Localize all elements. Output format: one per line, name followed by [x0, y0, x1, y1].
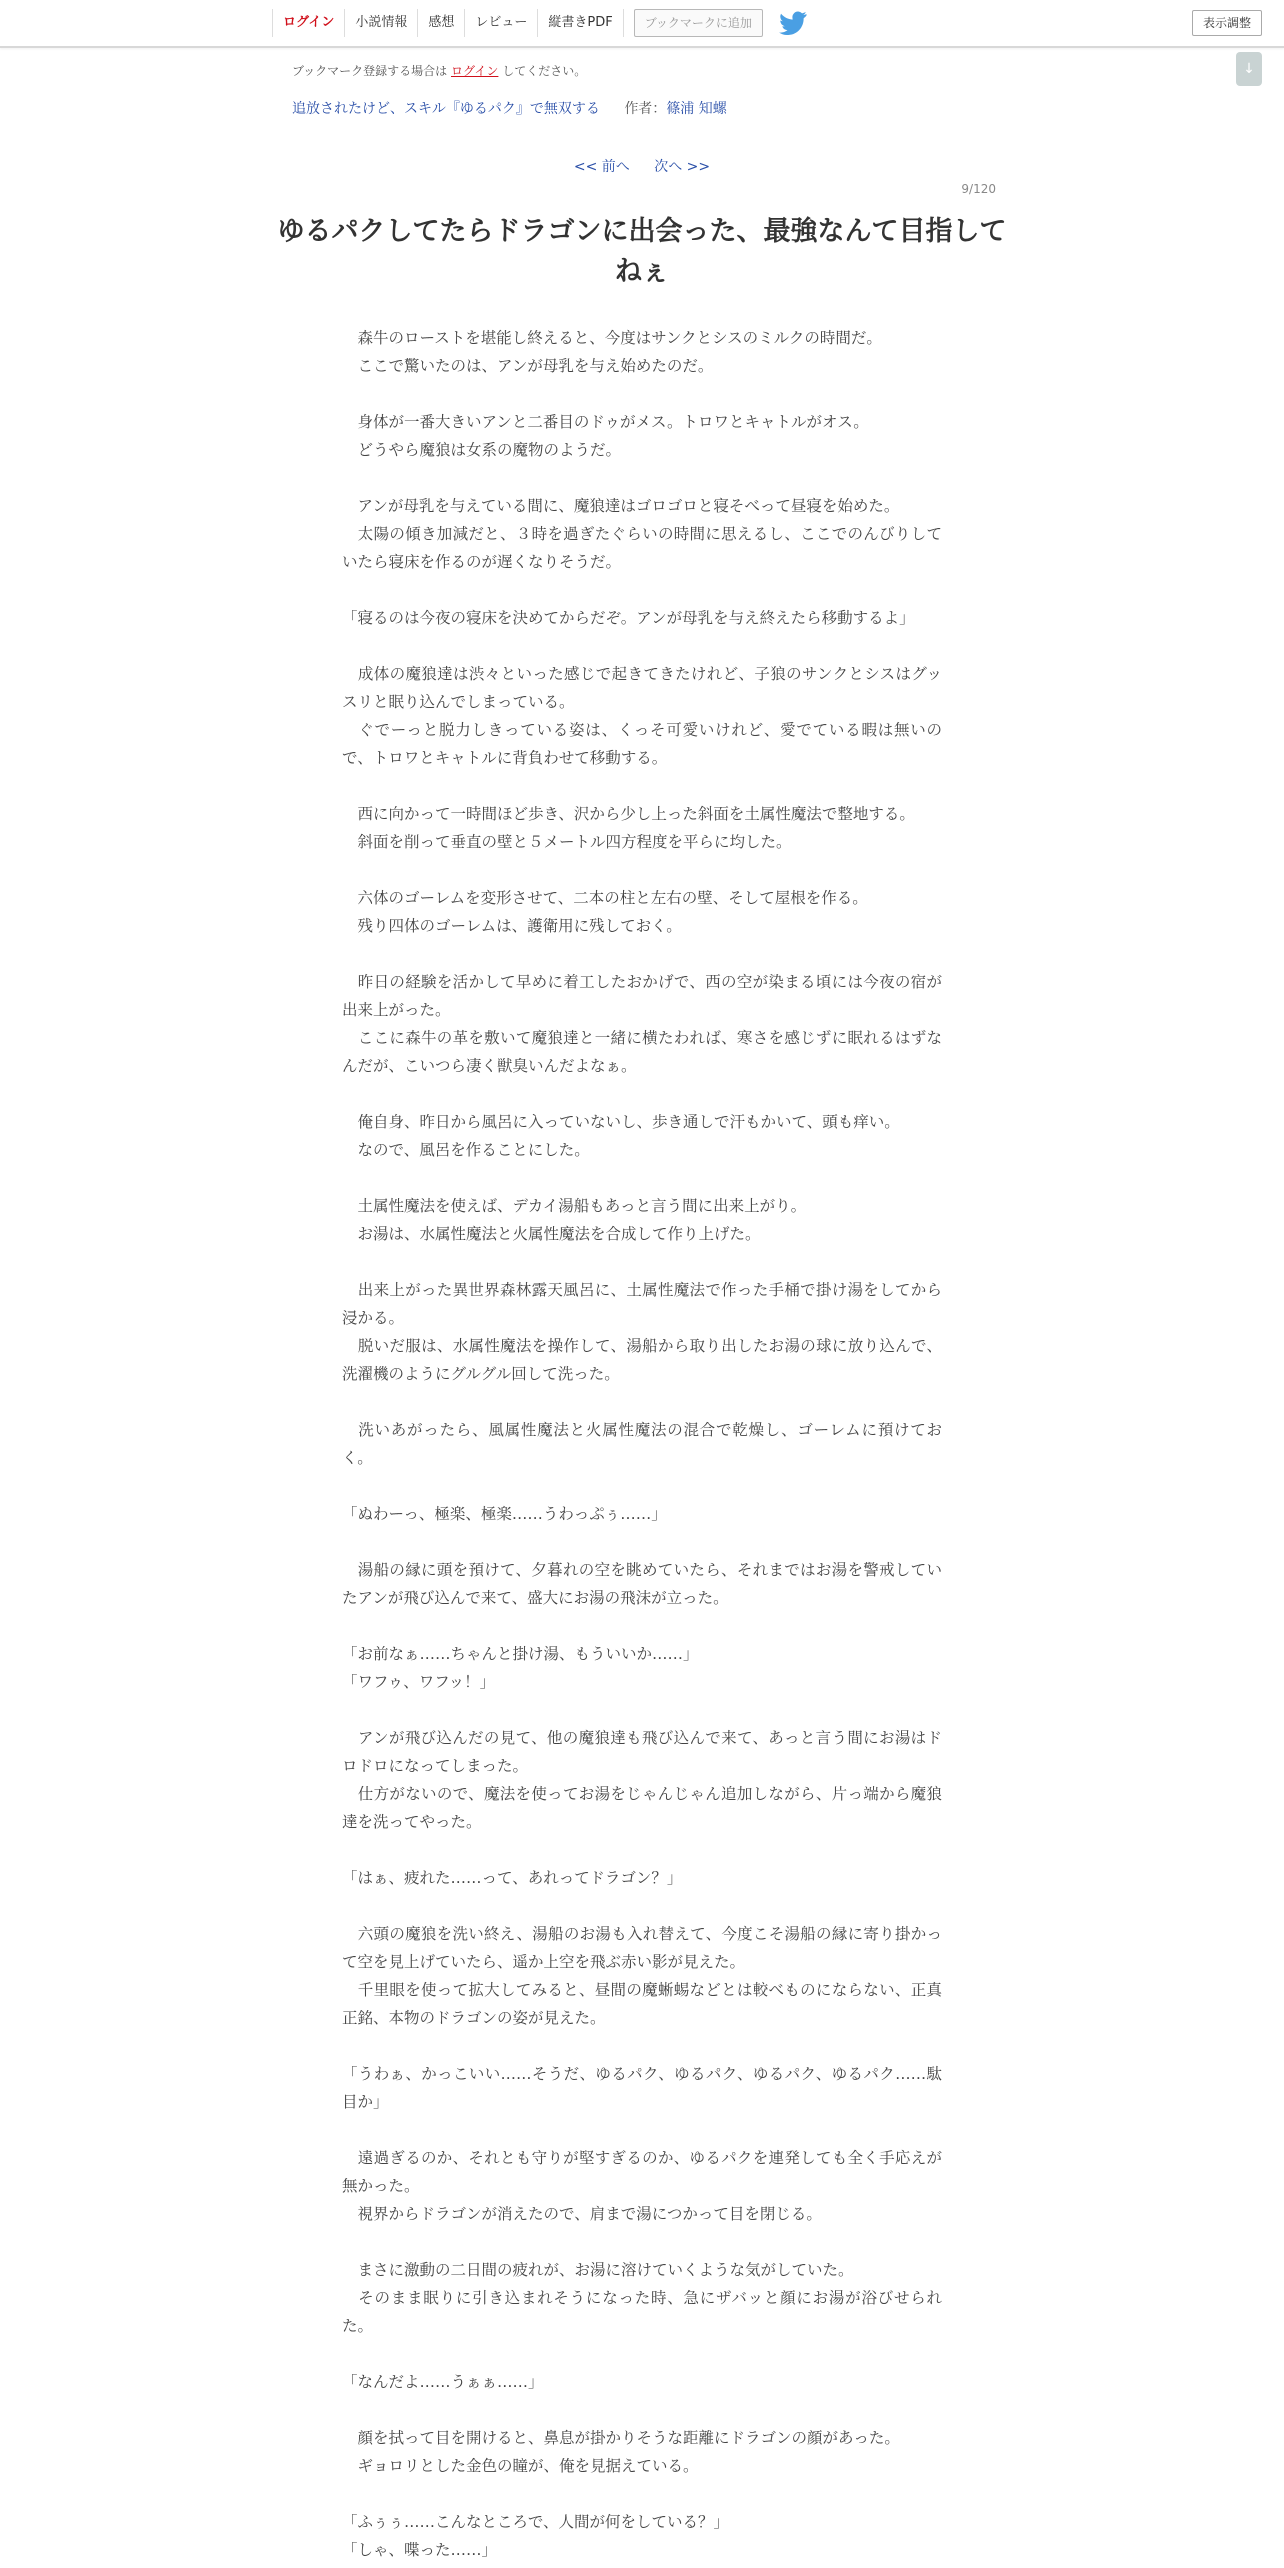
chapter-number: 9/120	[961, 182, 996, 196]
body-paragraph: 昨日の経験を活かして早めに着工したおかげで、西の空が染まる頃には今夜の宿が出来上がった。	[342, 973, 942, 1019]
body-paragraph: 湯船の縁に頭を預けて、夕暮れの空を眺めていたら、それまではお湯を警戒していたアンが飛び込んで来て、盛大にお湯の飛沫が立った。	[342, 1561, 942, 1607]
author-label: 作者：	[624, 101, 667, 117]
chapter-pager-top	[0, 156, 1284, 176]
blank-line	[342, 2116, 942, 2144]
body-paragraph: 斜面を削って垂直の壁と５メートル四方程度を平らに均した。	[342, 833, 792, 851]
body-paragraph: 「ワフゥ、ワフッ！」	[342, 1673, 496, 1691]
body-paragraph: 顔を拭って目を開けると、鼻息が掛かりそうな距離にドラゴンの顔があった。	[342, 2429, 900, 2447]
scroll-down-arrow-icon[interactable]: ↓	[1236, 52, 1262, 86]
blank-line	[342, 1248, 942, 1276]
notice-login-link[interactable]: ログイン	[451, 64, 499, 78]
series-title-link[interactable]: 追放されたけど、スキル『ゆるパク』で無双する	[292, 101, 600, 117]
body-paragraph: ここで驚いたのは、アンが母乳を与え始めたのだ。	[342, 357, 714, 375]
body-paragraph: ここに森牛の革を敷いて魔狼達と一緒に横たわれば、寒さを感じずに眠れるはずなんだが、こいつら凄く獣臭いんだよなぁ。	[342, 1029, 942, 1075]
novel-body-text	[342, 324, 942, 2564]
blank-line	[342, 2228, 942, 2256]
next-chapter-link[interactable]: 次へ >>	[654, 159, 711, 175]
body-paragraph: アンが飛び込んだの見て、他の魔狼達も飛び込んで来て、あっと言う間にお湯はドロドロになってしまった。	[342, 1729, 942, 1775]
series-info	[292, 98, 727, 118]
blank-line	[342, 1388, 942, 1416]
nav-review-link[interactable]: レビュー	[464, 9, 537, 37]
blank-line	[342, 632, 942, 660]
nav-novel-info-link[interactable]: 小説情報	[344, 9, 417, 37]
blank-line	[342, 1836, 942, 1864]
body-paragraph: 視界からドラゴンが消えたので、肩まで湯につかって目を閉じる。	[342, 2205, 822, 2223]
body-paragraph: ぐでーっと脱力しきっている姿は、くっそ可愛いけれど、愛でている暇は無いので、トロワとキャトルに背負わせて移動する。	[342, 721, 942, 767]
body-paragraph: 脱いだ服は、水属性魔法を操作して、湯船から取り出したお湯の球に放り込んで、洗濯機のようにグルグル回して洗った。	[342, 1337, 942, 1383]
body-paragraph: 森牛のローストを堪能し終えると、今度はサンクとシスのミルクの時間だ。	[342, 329, 882, 347]
body-paragraph: 身体が一番大きいアンと二番目のドゥがメス。トロワとキャトルがオス。	[342, 413, 869, 431]
body-paragraph: 俺自身、昨日から風呂に入っていないし、歩き通しで汗もかいて、頭も痒い。	[342, 1113, 900, 1131]
body-paragraph: 遠過ぎるのか、それとも守りが堅すぎるのか、ゆるパクを連発しても全く手応えが無かった。	[342, 2149, 942, 2195]
display-settings-button[interactable]: 表示調整	[1192, 10, 1262, 36]
body-paragraph: 「うわぁ、かっこいい……そうだ、ゆるパク、ゆるパク、ゆるパク、ゆるパク……駄目か」	[342, 2065, 942, 2111]
body-paragraph: 「ふぅぅ……こんなところで、人間が何をしている？」	[342, 2513, 730, 2531]
body-paragraph: そのまま眠りに引き込まれそうになった時、急にザバッと顔にお湯が浴びせられた。	[342, 2289, 942, 2335]
blank-line	[342, 1528, 942, 1556]
blank-line	[342, 940, 942, 968]
body-paragraph: 成体の魔狼達は渋々といった感じで起きてきたけれど、子狼のサンクとシスはグッスリと眠り込んでしまっている。	[342, 665, 942, 711]
bookmark-login-notice	[292, 62, 586, 79]
blank-line	[342, 2340, 942, 2368]
body-paragraph: 六体のゴーレムを変形させて、二本の柱と左右の壁、そして屋根を作る。	[342, 889, 868, 907]
body-paragraph: 太陽の傾き加減だと、３時を過ぎたぐらいの時間に思えるし、ここでのんびりしていたら寝床を作るのが遅くなりそうだ。	[342, 525, 942, 571]
body-paragraph: 「しゃ、喋った……」	[342, 2541, 498, 2559]
body-paragraph: 西に向かって一時間ほど歩き、沢から少し上った斜面を土属性魔法で整地する。	[342, 805, 915, 823]
top-navigation-bar	[0, 0, 1284, 48]
blank-line	[342, 1892, 942, 1920]
body-paragraph: 千里眼を使って拡大してみると、昼間の魔蜥蜴などとは較べものにならない、正真正銘、本物のドラゴンの姿が見えた。	[342, 1981, 942, 2027]
body-paragraph: 「ぬわーっ、極楽、極楽……うわっぷぅ……」	[342, 1505, 667, 1523]
blank-line	[342, 2396, 942, 2424]
body-paragraph: どうやら魔狼は女系の魔物のようだ。	[342, 441, 622, 459]
body-paragraph: 「はぁ、疲れた……って、あれってドラゴン？」	[342, 1869, 683, 1887]
notice-text-before: ブックマーク登録する場合は	[292, 64, 448, 78]
blank-line	[342, 464, 942, 492]
blank-line	[342, 856, 942, 884]
blank-line	[342, 2032, 942, 2060]
nav-impressions-link[interactable]: 感想	[417, 9, 464, 37]
body-paragraph: お湯は、水属性魔法と火属性魔法を合成して作り上げた。	[342, 1225, 761, 1243]
blank-line	[342, 772, 942, 800]
body-paragraph: 「寝るのは今夜の寝床を決めてからだぞ。アンが母乳を与え終えたら移動するよ」	[342, 609, 915, 627]
add-bookmark-button[interactable]: ブックマークに追加	[634, 9, 763, 37]
main-nav	[272, 9, 807, 37]
body-paragraph: アンが母乳を与えている間に、魔狼達はゴロゴロと寝そべって昼寝を始めた。	[342, 497, 900, 515]
body-paragraph: 「なんだよ……うぁぁ……」	[342, 2373, 544, 2391]
body-paragraph: 仕方がないので、魔法を使ってお湯をじゃんじゃん追加しながら、片っ端から魔狼達を洗ってやった。	[342, 1785, 942, 1831]
body-paragraph: 洗いあがったら、風属性魔法と火属性魔法の混合で乾燥し、ゴーレムに預けておく。	[342, 1421, 942, 1467]
twitter-bird-icon[interactable]	[779, 11, 807, 35]
prev-chapter-link[interactable]: << 前へ	[573, 159, 630, 175]
nav-vertical-pdf-link[interactable]: 縦書きPDF	[537, 9, 623, 37]
body-paragraph: 「お前なぁ……ちゃんと掛け湯、もういいか……」	[342, 1645, 699, 1663]
body-paragraph: 土属性魔法を使えば、デカイ湯船もあっと言う間に出来上がり。	[342, 1197, 807, 1215]
body-paragraph: ギョロリとした金色の瞳が、俺を見据えている。	[342, 2457, 699, 2475]
body-paragraph: 残り四体のゴーレムは、護衛用に残しておく。	[342, 917, 682, 935]
body-paragraph: なので、風呂を作ることにした。	[342, 1141, 590, 1159]
notice-text-after: してください。	[502, 64, 587, 78]
body-paragraph: 六頭の魔狼を洗い終え、湯船のお湯も入れ替えて、今度こそ湯船の縁に寄り掛かって空を見上げていたら、遥か上空を飛ぶ赤い影が見えた。	[342, 1925, 942, 1971]
blank-line	[342, 1080, 942, 1108]
blank-line	[342, 1696, 942, 1724]
blank-line	[342, 2480, 942, 2508]
nav-login-link[interactable]: ログイン	[272, 9, 344, 37]
author-name-link[interactable]: 篠浦 知螺	[666, 101, 727, 117]
blank-line	[342, 1612, 942, 1640]
blank-line	[342, 1164, 942, 1192]
blank-line	[342, 576, 942, 604]
blank-line	[342, 380, 942, 408]
body-paragraph: 出来上がった異世界森林露天風呂に、土属性魔法で作った手桶で掛け湯をしてから浸かる。	[342, 1281, 942, 1327]
body-paragraph: まさに激動の二日間の疲れが、お湯に溶けていくような気がしていた。	[342, 2261, 854, 2279]
blank-line	[342, 1472, 942, 1500]
chapter-title: ゆるパクしてたらドラゴンに出会った、最強なんて目指してねぇ	[277, 216, 1007, 287]
